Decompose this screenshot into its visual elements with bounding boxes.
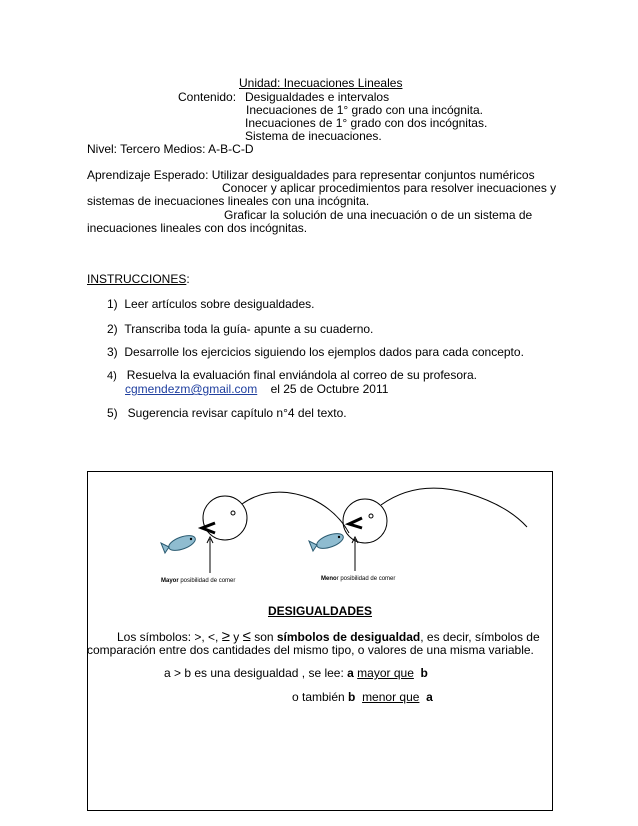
content-item-2: Inecuaciones de 1° grado con una incógnita. [246,103,483,117]
instruction-4 [107,368,477,383]
instruction-text: Transcriba toda la guía- apunte a su cuaderno. [124,322,374,336]
instructions-heading [87,272,190,286]
unit-title: Unidad: Inecuaciones Lineales [239,76,403,90]
example-line-1: a > b es una desigualdad , se lee: a mayor que b [164,666,428,680]
instruction-number: 1) [107,297,118,311]
ge-symbol: ≥ [221,628,230,645]
instructions-colon: : [186,272,190,286]
instruction-text: Desarrolle los ejercicios siguiendo los ejemplos dados para cada concepto. [124,345,524,359]
email-line [125,382,388,396]
example-line-2: o también b menor que a [292,690,433,704]
right-fish [309,531,345,552]
desigualdades-paragraph-line2: comparación entre dos cantidades del mismo tipo, o valores de una misma variable. [87,643,534,657]
desigualdades-paragraph-line1: Los símbolos: >, <, ≥ y ≤ son símbolos de desigualdad, es decir, símbolos de [117,628,540,645]
bird-fish-illustration [87,471,553,601]
content-item-4: Sistema de inecuaciones. [245,129,382,143]
instruction-text: Sugerencia revisar capítulo n°4 del texto. [124,406,347,420]
instruction-number: 5) [107,406,118,420]
level-line: Nivel: Tercero Medios: A-B-C-D [87,142,254,156]
le-symbol: ≤ [242,628,251,645]
instruction-2 [107,322,373,336]
desigualdades-title: DESIGUALDADES [268,604,373,618]
expected-learning-line2: Conocer y aplicar procedimientos para resolver inecuaciones y [222,181,557,195]
left-bird [202,492,349,573]
expected-learning-line5: inecuaciones lineales con dos incógnitas. [87,221,308,235]
content-item-1: Desigualdades e intervalos [245,90,390,104]
instructions-title: INSTRUCCIONES [87,272,187,286]
instruction-5 [107,406,347,420]
expected-learning-line4: Graficar la solución de una inecuación o de un sistema de [224,208,533,222]
content-label: Contenido: [178,90,237,104]
expected-learning-line1: Aprendizaje Esperado: Utilizar desigualdades para representar conjuntos numéricos [87,168,535,182]
instruction-number: 4) [107,370,117,382]
left-caption: Mayor posibilidad de comer [161,578,236,584]
left-fish [161,533,197,554]
right-bird [343,488,527,571]
instruction-text: Leer artículos sobre desigualdades. [124,297,315,311]
right-caption: Menor posibilidad de comer [321,576,396,582]
email-link[interactable]: cgmendezm@gmail.com [125,382,258,396]
expected-learning-line3: sistemas de inecuaciones lineales con una incógnita. [87,194,370,208]
instruction-1 [107,297,314,311]
instruction-text: Resuelva la evaluación final enviándola al correo de su profesora. [126,368,478,382]
content-item-3: Inecuaciones de 1° grado con dos incógnitas. [245,116,488,130]
instruction-number: 2) [107,322,118,336]
instruction-number: 3) [107,345,118,359]
instruction-3 [107,345,524,359]
deadline-text: el 25 de Octubre 2011 [270,382,389,396]
